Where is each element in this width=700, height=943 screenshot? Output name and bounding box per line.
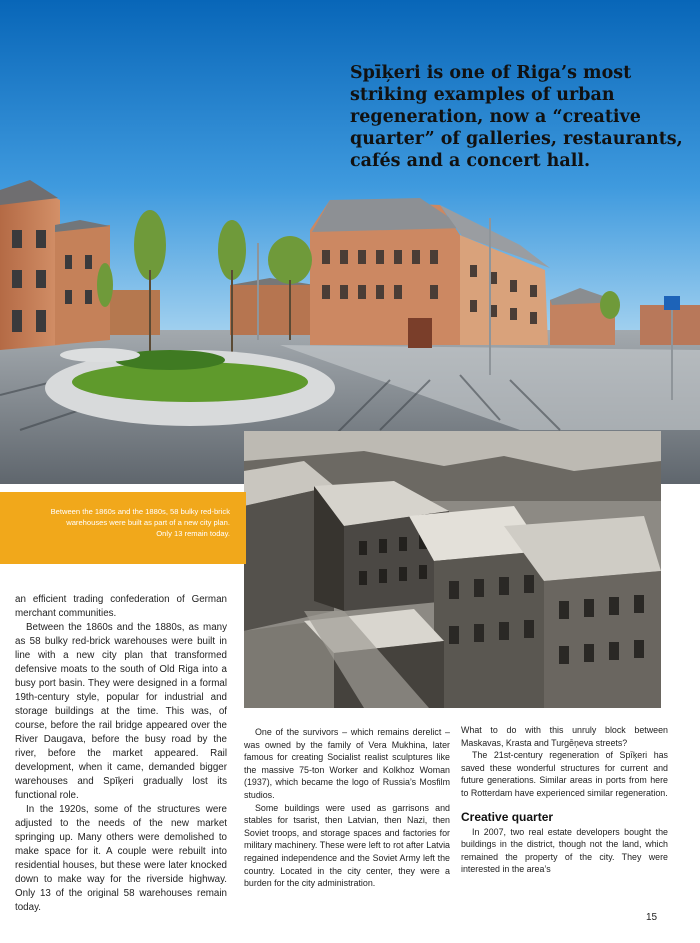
paragraph: Some buildings were used as garrisons and stables for tsarist, then Latvian, then Nazi, then Soviet troops, and storage spaces and factories for military machinery. These were left to rot after Latvia regained independence and the Soviet Army left the country. Located in the city center, they were a burden for the city administration.	[244, 802, 450, 889]
caption-box	[0, 492, 246, 564]
body-column-1	[15, 593, 227, 915]
body-column-2	[244, 726, 450, 890]
pull-quote: Spīķeri is one of Riga’s most striking examples of urban regeneration, now a “creative quarter” of galleries, restaurants, cafés and a concert hall.	[350, 63, 683, 171]
paragraph: The 21st-century regeneration of Spīķeri has saved these wonderful structures for current and future generations. Similar areas in ports from here to Rotterdam have experienced similar regeneration.	[461, 750, 668, 798]
page-number: 15	[646, 912, 658, 923]
section-heading: Creative quarter	[461, 809, 554, 824]
paragraph: In the 1920s, some of the structures were adjusted to the needs of the new market springing up. Many others were demolished to make space for it. A couple were rebuilt into residential houses, but these were later knocked down to make way for the riverside highway. Only 13 of the original 58 warehouses remain today.	[15, 804, 227, 913]
paragraph: Between the 1860s and the 1880s, as many as 58 bulky red-brick warehouses were built in line with a new city plan that transformed defensive moats to the south of Old Riga into a busy port basin. They were designed in a formal 19th-century style, popular for industrial and storage buildings at the time. This was, of course, before the rail bridge appeared over the River Daugava, before the busy road by the river, before the market appeared. Rail development, when it came, demanded bigger warehouses and Spīķeri gradually lost its functional role.	[15, 622, 227, 801]
paragraph: an efficient trading confederation of German merchant communities.	[15, 594, 227, 619]
body-column-3	[461, 724, 668, 876]
archive-photo	[244, 431, 661, 708]
paragraph: What to do with this unruly block between Maskavas, Krasta and Turgēņeva streets?	[461, 725, 668, 748]
photo-caption: Between the 1860s and the 1880s, 58 bulky red-brick warehouses were built as part of a new city plan. Only 13 remain today.	[50, 507, 230, 538]
paragraph: In 2007, two real estate developers bought the buildings in the district, though not the land, which remained the property of the city. They were interested in the area’s	[461, 826, 668, 875]
paragraph: One of the survivors – which remains derelict – was owned by the family of Vera Mukhina, later famous for creating Socialist realist sculptures like the massive 75-ton Worker and Kolkhoz Woman (1937), which became the logo of Russia’s Mosfilm studios.	[244, 727, 450, 800]
